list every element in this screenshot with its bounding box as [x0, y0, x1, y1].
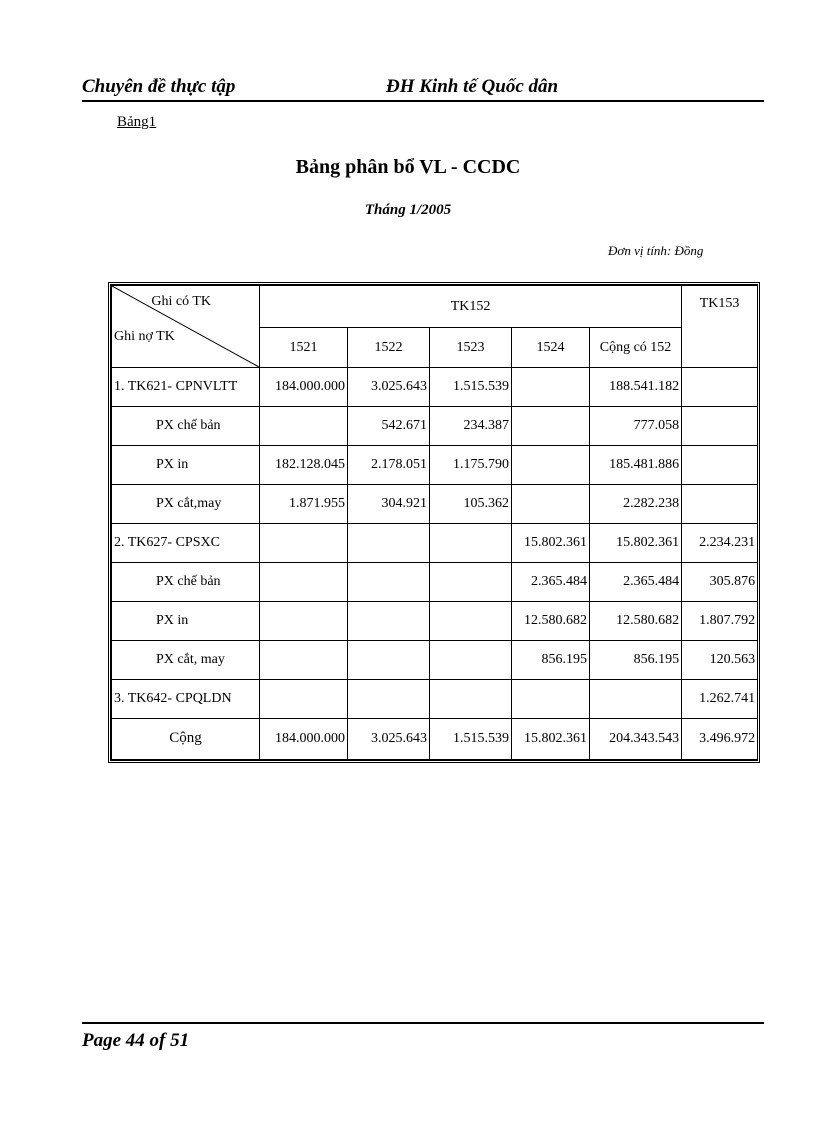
- cell-c1521: 1.871.955: [260, 484, 348, 523]
- footer-rule: [82, 1022, 764, 1024]
- cell-tk153: [682, 445, 758, 484]
- cell-c1521: [260, 640, 348, 679]
- table-header-row: [112, 286, 758, 328]
- col-header-1524: 1524: [512, 328, 590, 368]
- table-row: [112, 368, 758, 407]
- cell-sum152: 12.580.682: [590, 601, 682, 640]
- cell-c1521: 182.128.045: [260, 445, 348, 484]
- table-row: [112, 523, 758, 562]
- cell-c1522: [348, 562, 430, 601]
- cell-c1524: [512, 484, 590, 523]
- row-label: PX cắt, may: [112, 640, 260, 679]
- cell-sum152: [590, 679, 682, 718]
- cell-tk153: 305.876: [682, 562, 758, 601]
- table-row: [112, 445, 758, 484]
- table-row: [112, 718, 758, 759]
- cell-tk153: [682, 484, 758, 523]
- cell-c1524: [512, 445, 590, 484]
- cell-c1524: 12.580.682: [512, 601, 590, 640]
- cell-c1523: 105.362: [430, 484, 512, 523]
- page-number: Page 44 of 51: [82, 1030, 190, 1051]
- cell-tk153: 1.262.741: [682, 679, 758, 718]
- cell-c1524: [512, 679, 590, 718]
- cell-c1522: 3.025.643: [348, 718, 430, 759]
- col-header-1521: 1521: [260, 328, 348, 368]
- header-center: ĐH Kinh tế Quốc dân: [386, 76, 559, 97]
- cell-tk153: [682, 406, 758, 445]
- row-label: PX chế bản: [112, 562, 260, 601]
- header-rule: [82, 100, 764, 102]
- cell-tk153: 1.807.792: [682, 601, 758, 640]
- row-label: PX in: [112, 601, 260, 640]
- cell-c1524: [512, 406, 590, 445]
- table-row: [112, 406, 758, 445]
- cell-tk153: 120.563: [682, 640, 758, 679]
- cell-sum152: 204.343.543: [590, 718, 682, 759]
- row-label: 2. TK627- CPSXC: [112, 523, 260, 562]
- table-row: [112, 640, 758, 679]
- cell-sum152: 2.282.238: [590, 484, 682, 523]
- cell-c1524: 2.365.484: [512, 562, 590, 601]
- cell-c1523: [430, 679, 512, 718]
- cell-c1522: 3.025.643: [348, 368, 430, 407]
- cell-c1522: 304.921: [348, 484, 430, 523]
- cell-c1521: [260, 406, 348, 445]
- cell-tk153: 2.234.231: [682, 523, 758, 562]
- cell-c1522: [348, 523, 430, 562]
- cell-c1523: [430, 523, 512, 562]
- cell-c1522: [348, 640, 430, 679]
- cell-c1522: [348, 679, 430, 718]
- corner-bottom-label: Ghi nợ TK: [114, 329, 175, 344]
- table-label: Bảng1: [117, 114, 157, 130]
- header-left: Chuyên đề thực tập: [82, 76, 236, 97]
- cell-sum152: 856.195: [590, 640, 682, 679]
- page-title: Bảng phân bổ VL - CCDC: [295, 156, 521, 178]
- cell-c1524: 15.802.361: [512, 523, 590, 562]
- cell-tk153: [682, 368, 758, 407]
- col-header-sum152: Cộng có 152: [590, 328, 682, 368]
- cell-c1521: [260, 523, 348, 562]
- cell-c1522: 542.671: [348, 406, 430, 445]
- corner-top-label: Ghi có TK: [151, 294, 211, 309]
- page-subtitle: Tháng 1/2005: [364, 202, 452, 218]
- cell-sum152: 777.058: [590, 406, 682, 445]
- cell-c1521: [260, 679, 348, 718]
- row-label: Cộng: [112, 718, 260, 759]
- group-header-tk152: TK152: [260, 286, 682, 328]
- cell-c1521: [260, 562, 348, 601]
- cell-c1523: 1.515.539: [430, 368, 512, 407]
- corner-cell: [112, 286, 260, 368]
- cell-sum152: 185.481.886: [590, 445, 682, 484]
- cell-c1523: 1.175.790: [430, 445, 512, 484]
- cell-c1524: 856.195: [512, 640, 590, 679]
- row-label: 3. TK642- CPQLDN: [112, 679, 260, 718]
- cell-c1522: [348, 601, 430, 640]
- cell-c1523: [430, 640, 512, 679]
- cell-sum152: 15.802.361: [590, 523, 682, 562]
- cell-tk153: 3.496.972: [682, 718, 758, 759]
- cell-c1523: 234.387: [430, 406, 512, 445]
- table-row: [112, 679, 758, 718]
- cell-c1524: [512, 368, 590, 407]
- col-header-1522: 1522: [348, 328, 430, 368]
- cell-c1523: [430, 562, 512, 601]
- cell-c1523: 1.515.539: [430, 718, 512, 759]
- cell-c1521: 184.000.000: [260, 718, 348, 759]
- table-row: [112, 562, 758, 601]
- row-label: PX in: [112, 445, 260, 484]
- table-row: [112, 484, 758, 523]
- allocation-table: [108, 282, 760, 763]
- cell-c1523: [430, 601, 512, 640]
- row-label: PX cắt,may: [112, 484, 260, 523]
- group-header-tk153: TK153: [682, 286, 758, 368]
- row-label: 1. TK621- CPNVLTT: [112, 368, 260, 407]
- cell-sum152: 188.541.182: [590, 368, 682, 407]
- cell-c1524: 15.802.361: [512, 718, 590, 759]
- cell-sum152: 2.365.484: [590, 562, 682, 601]
- unit-label: Đơn vị tính: Đồng: [608, 243, 704, 258]
- col-header-1523: 1523: [430, 328, 512, 368]
- cell-c1521: 184.000.000: [260, 368, 348, 407]
- row-label: PX chế bản: [112, 406, 260, 445]
- cell-c1522: 2.178.051: [348, 445, 430, 484]
- table-row: [112, 601, 758, 640]
- cell-c1521: [260, 601, 348, 640]
